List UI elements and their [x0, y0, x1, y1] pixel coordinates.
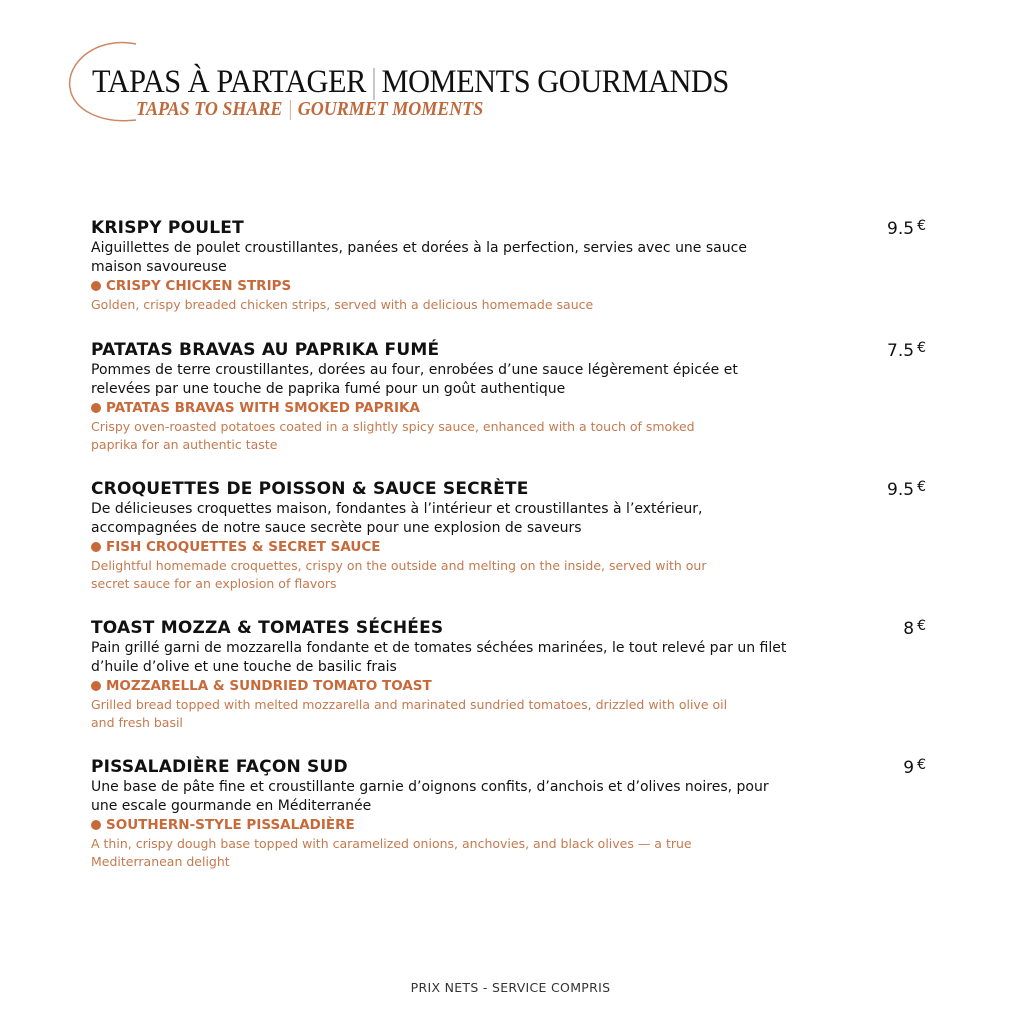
bullet-icon: [91, 820, 101, 830]
title-en-part1: TAPAS TO SHARE: [136, 98, 283, 120]
item-description-en: Delightful homemade croquettes, crispy on the outside and melting on the inside, served with our secret sauce for an explosion of flavors: [91, 558, 707, 591]
currency-symbol: €: [917, 757, 926, 773]
item-description-en: A thin, crispy dough base topped with caramelized onions, anchovies, and black olives — a true Mediterranean delight: [91, 836, 692, 869]
footer-note: PRIX NETS - SERVICE COMPRIS: [410, 980, 611, 995]
item-title: KRISPY POULET: [91, 218, 244, 238]
item-title-en-text: SOUTHERN-STYLE PISSALADIÈRE: [106, 817, 355, 833]
item-description: Aiguillettes de poulet croustillantes, panées et dorées à la perfection, servies avec une sauce maison savoureuse: [91, 240, 747, 275]
item-description-en: Golden, crispy breaded chicken strips, served with a delicious homemade sauce: [91, 297, 594, 312]
menu-header: [66, 38, 766, 128]
item-price: [903, 618, 926, 639]
item-title-en: [91, 538, 926, 557]
item-title-en-text: MOZZARELLA & SUNDRIED TOMATO TOAST: [106, 678, 432, 694]
item-title-en: [91, 399, 926, 418]
price-value: 9.5: [887, 219, 915, 239]
item-title: CROQUETTES DE POISSON & SAUCE SECRÈTE: [91, 479, 529, 499]
item-title: PATATAS BRAVAS AU PAPRIKA FUMÉ: [91, 340, 440, 360]
bullet-icon: [91, 281, 101, 291]
title-en-part2: GOURMET MOMENTS: [297, 98, 484, 120]
divider: [290, 100, 291, 120]
bullet-icon: [91, 681, 101, 691]
item-title-en-text: FISH CROQUETTES & SECRET SAUCE: [106, 539, 381, 555]
section-title-fr: [92, 64, 729, 101]
item-description: Pain grillé garni de mozzarella fondante et de tomates séchées marinées, le tout relevé par un filet d’huile d’olive et une touche de basilic frais: [91, 640, 787, 675]
item-price: [887, 218, 926, 239]
item-description: Une base de pâte fine et croustillante garnie d’oignons confits, d’anchois et d’olives noires, pour une escale gourmande en Méditerranée: [91, 779, 769, 814]
item-description: Pommes de terre croustillantes, dorées au four, enrobées d’une sauce légèrement épicée et relevées par une touche de paprika fumé pour un goût authentique: [91, 362, 738, 397]
item-title-en-text: PATATAS BRAVAS WITH SMOKED PAPRIKA: [106, 400, 420, 416]
item-price: [903, 757, 926, 778]
menu-item: [91, 618, 926, 731]
currency-symbol: €: [917, 479, 926, 495]
menu-item: [91, 479, 926, 592]
price-value: 9.5: [887, 480, 915, 500]
item-price: [887, 479, 926, 500]
price-value: 8: [903, 619, 915, 639]
item-title-en: [91, 277, 926, 296]
title-fr-part1: TAPAS À PARTAGER: [92, 64, 366, 100]
item-description-en: Crispy oven-roasted potatoes coated in a slightly spicy sauce, enhanced with a touch of smoked paprika for an authentic taste: [91, 419, 695, 452]
divider: [373, 68, 374, 100]
menu-item: [91, 340, 926, 453]
item-title-en: [91, 816, 926, 835]
item-title: PISSALADIÈRE FAÇON SUD: [91, 757, 348, 777]
bullet-icon: [91, 403, 101, 413]
bullet-icon: [91, 542, 101, 552]
menu-item: [91, 218, 926, 314]
item-title: TOAST MOZZA & TOMATES SÉCHÉES: [91, 618, 444, 638]
title-fr-part2: MOMENTS GOURMANDS: [381, 64, 729, 100]
item-title-en-text: CRISPY CHICKEN STRIPS: [106, 278, 292, 294]
menu-item: [91, 757, 926, 870]
currency-symbol: €: [917, 340, 926, 356]
currency-symbol: €: [917, 218, 926, 234]
currency-symbol: €: [917, 618, 926, 634]
price-value: 7.5: [887, 341, 915, 361]
item-title-en: [91, 677, 926, 696]
item-description-en: Grilled bread topped with melted mozzarella and marinated sundried tomatoes, drizzled with olive oil and fresh basil: [91, 697, 728, 730]
section-title-en: [136, 98, 483, 121]
item-description: De délicieuses croquettes maison, fondantes à l’intérieur et croustillantes à l’extérieur, accompagnées de notre sauce secrète pour une explosion de saveurs: [91, 501, 703, 536]
price-value: 9: [903, 758, 915, 778]
item-price: [887, 340, 926, 361]
